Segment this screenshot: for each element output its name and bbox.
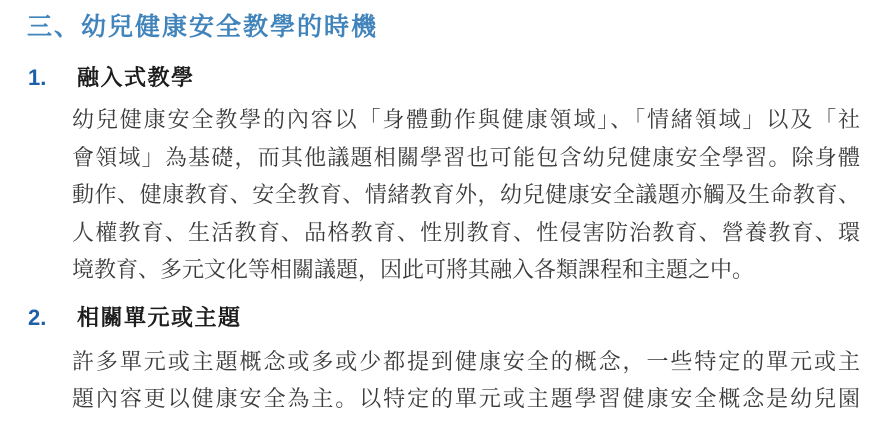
list-item-2 xyxy=(28,302,886,334)
paragraph-1 xyxy=(72,101,860,289)
page-title: 三、幼兒健康安全教學的時機 xyxy=(27,13,379,41)
list-item-2-title xyxy=(72,302,247,334)
highlighted-title-1: 融入式教學 xyxy=(72,62,200,94)
document-page xyxy=(0,12,886,437)
paragraph-2-line-1: 許多單元或主題概念或多或少都提到健康安全的概念，一些特定的單元或主 xyxy=(72,348,860,374)
list-item-1-title xyxy=(72,62,200,94)
paragraph-1-line-2: 會領域」為基礎，而其他議題相關學習也可能包含幼兒健康安全學習。除身體 xyxy=(72,144,860,170)
paragraph-1-line-1: 幼兒健康安全教學的內容以「身體動作與健康領域」、「情緒領域」以及「社 xyxy=(72,107,860,132)
list-item-1 xyxy=(28,62,886,94)
paragraph-2 xyxy=(72,343,860,418)
paragraph-1-line-4: 人權教育、生活教育、品格教育、性別教育、性侵害防治教育、營養教育、環 xyxy=(72,219,860,245)
paragraph-1-line-5: 境教育、多元文化等相關議題，因此可將其融入各類課程和主題之中。 xyxy=(72,257,755,282)
list-item-1-number: 1. xyxy=(28,65,47,90)
highlighted-title-2: 相關單元或主題 xyxy=(72,302,247,334)
list-item-2-number: 2. xyxy=(28,304,47,330)
paragraph-1-line-3: 動作、健康教育、安全教育、情緒教育外，幼兒健康安全議題亦觸及生命教育、 xyxy=(72,182,860,207)
paragraph-2-line-2: 題內容更以健康安全為主。以特定的單元或主題學習健康安全概念是幼兒園 xyxy=(72,386,860,411)
